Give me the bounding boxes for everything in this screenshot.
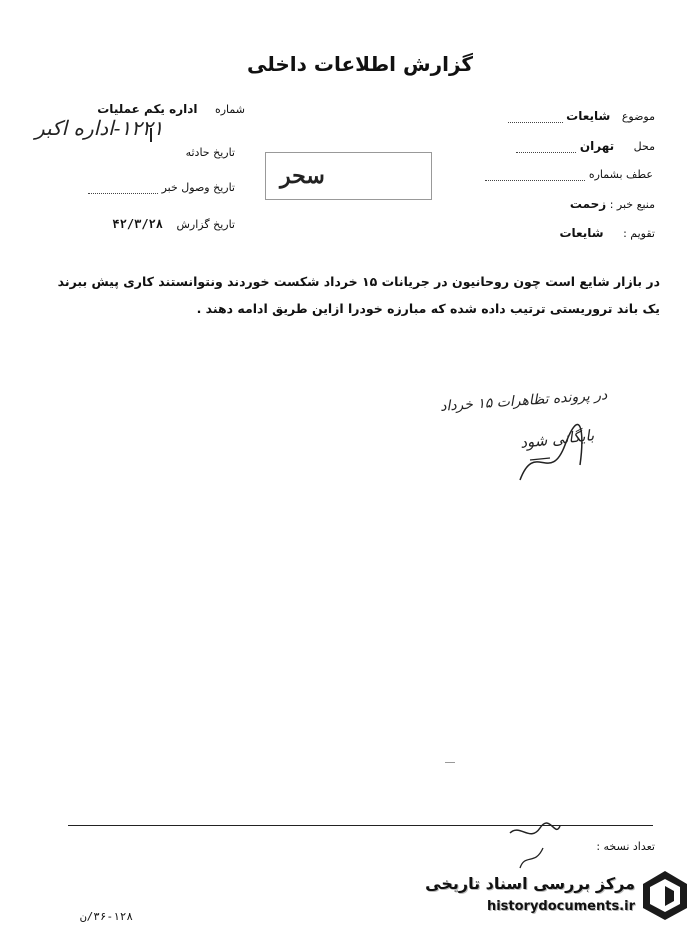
subject-label: موضوع xyxy=(621,110,655,123)
place-dots xyxy=(516,142,576,153)
signature-mark xyxy=(510,420,590,490)
report-body-line-2: یک باند تروریستی ترتیب داده شده که مبارزه خودرا ازاین طریق ادامه دهند . xyxy=(196,301,660,316)
subject-dots xyxy=(508,112,563,123)
document-title: گزارش اطلاعات داخلی xyxy=(246,52,474,76)
handwritten-note-1: در پرونده تظاهرات ۱۵ خرداد xyxy=(439,387,608,415)
incident-date-label: تاریخ حادثه xyxy=(185,146,235,159)
report-date-value: ۴۲/۳/۲۸ xyxy=(112,217,163,231)
report-date-label: تاریخ گزارش xyxy=(176,218,235,231)
handwritten-mark xyxy=(150,128,172,142)
source-value: زحمت xyxy=(569,197,607,211)
stray-mark xyxy=(445,762,455,767)
place-value: تهران xyxy=(579,139,615,153)
source-label: منبع خبر xyxy=(616,198,655,211)
assessment-label: تقویم xyxy=(630,227,655,240)
reference-label: عطف بشماره xyxy=(588,168,653,181)
place-field xyxy=(475,139,655,153)
number-value: اداره یکم عملیات xyxy=(97,102,198,116)
stamp-text: سحر xyxy=(280,163,325,189)
source-field: منبع خبر : زحمت xyxy=(569,197,655,211)
report-date-field xyxy=(75,217,235,231)
number-field xyxy=(80,102,245,116)
number-handwritten: ۱۲۲۱-اداره اکبر xyxy=(35,116,164,140)
copies-field xyxy=(555,840,655,853)
assessment-value: شایعات xyxy=(559,226,604,240)
assessment-field: تقویم : شایعات xyxy=(559,226,655,240)
reference-field xyxy=(478,168,653,181)
subject-value: شایعات xyxy=(566,109,611,123)
watermark-fa: مرکز بررسی اسناد تاریخی xyxy=(425,874,635,893)
subject-field xyxy=(475,109,655,123)
document-code: ۳۶-۱۲۸/ن xyxy=(80,910,133,923)
archive-logo-icon xyxy=(640,868,690,923)
received-date-dots xyxy=(88,183,158,194)
handwritten-note-2: بایگانی شود xyxy=(519,426,595,452)
reference-dots xyxy=(485,170,585,181)
incident-date-field xyxy=(85,146,235,159)
place-label: محل xyxy=(633,140,655,153)
copies-signature xyxy=(505,818,565,873)
footer-rule xyxy=(68,825,653,826)
watermark-en: historydocuments.ir xyxy=(486,899,635,914)
received-date-label: تاریخ وصول خبر xyxy=(161,181,235,194)
report-body xyxy=(30,268,660,322)
number-label: شماره xyxy=(214,103,245,116)
redacted-stamp xyxy=(265,152,432,200)
received-date-field xyxy=(75,181,235,194)
report-body-line-1: در بازار شایع است چون روحانیون در جریانات ۱۵ خرداد شکست خوردند ونتوانستند کاری پیش ببرند xyxy=(57,274,660,289)
copies-label: تعداد نسخه : xyxy=(596,840,655,853)
